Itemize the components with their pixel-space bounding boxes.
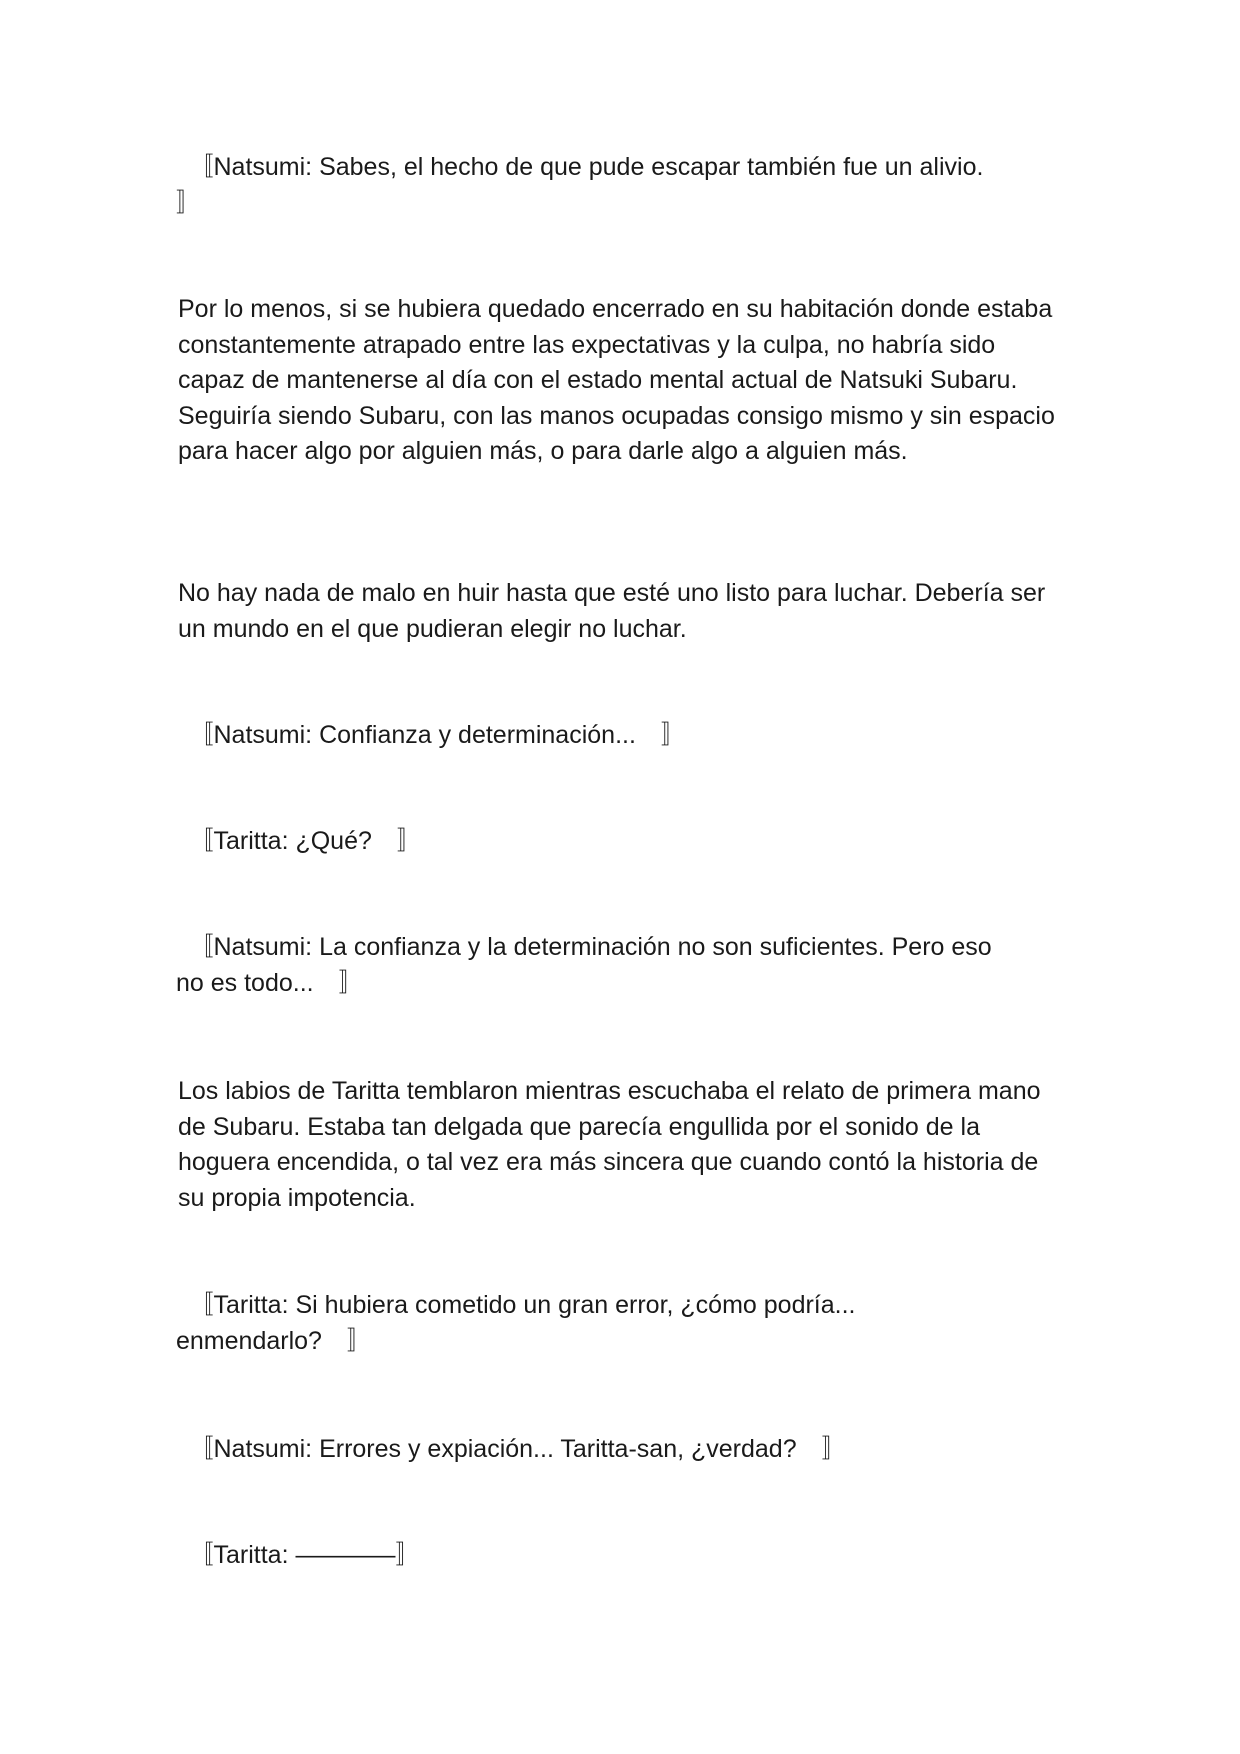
narration-paragraph-run: No hay nada de malo en huir hasta que esté uno listo para luchar. Debería ser un mundo en el que pudieran elegir no luchar.: [178, 579, 1046, 643]
dialogue-natsumi-atonement: 〚Natsumi: Errores y expiación... Taritta-san, ¿verdad? 〛: [176, 1435, 847, 1463]
narration-paragraph-lips: Los labios de Taritta temblaron mientras escuchaba el relato de primera mano de Subaru. Estaba tan delgada que parecía engullida por el sonido de la hoguera encendida, o tal vez era más sincera que cuando contó la historia de su propia impotencia.: [178, 1077, 1041, 1212]
dialogue-natsumi-not-enough: 〚Natsumi: La confianza y la determinación no son suficientes. Pero eso no es todo... 〛: [176, 933, 992, 997]
dialogue-taritta-silence: 〚Taritta: ————〛: [176, 1541, 421, 1569]
dialogue-taritta-mistake: 〚Taritta: Si hubiera cometido un gran error, ¿cómo podría... enmendarlo? 〛: [176, 1291, 856, 1355]
narration-paragraph-room: Por lo menos, si se hubiera quedado encerrado en su habitación donde estaba constantemente atrapado entre las expectativas y la culpa, no habría sido capaz de mantenerse al día con el estado mental actual de Natsuki Subaru. Seguiría siendo Subaru, con las manos ocupadas consigo mismo y sin espacio para hacer algo por alguien más, o para darle algo a alguien más.: [178, 295, 1055, 465]
dialogue-taritta-what: 〚Taritta: ¿Qué? 〛: [176, 827, 422, 855]
dialogue-natsumi-escape: 〚Natsumi: Sabes, el hecho de que pude escapar también fue un alivio. 〛: [176, 153, 984, 217]
dialogue-natsumi-confidence: 〚Natsumi: Confianza y determinación... 〛: [176, 721, 686, 749]
